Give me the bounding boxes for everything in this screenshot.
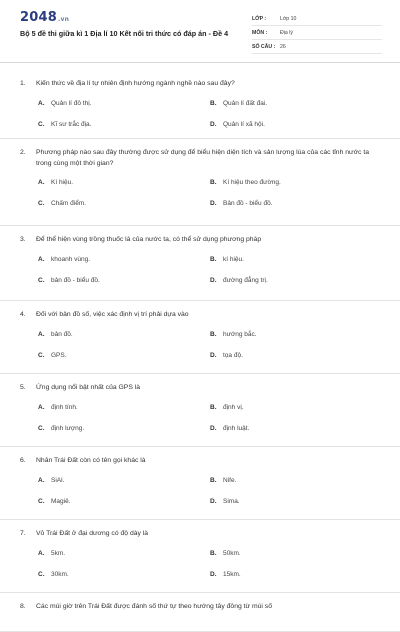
option-letter: B. (210, 179, 217, 186)
option-letter: D. (210, 121, 217, 128)
answer-option[interactable] (38, 324, 210, 345)
answer-option[interactable] (38, 564, 210, 585)
logo-main: 2048 (20, 10, 57, 25)
question-text: Nhân Trái Đất còn có tên gọi khác là (36, 457, 146, 464)
option-text: GPS. (51, 352, 67, 359)
option-letter: C. (38, 200, 45, 207)
answer-option[interactable] (210, 93, 382, 114)
option-text: định lượng. (51, 425, 85, 432)
question-item (0, 520, 400, 593)
question-item (0, 139, 400, 226)
option-text: 15km. (223, 571, 241, 578)
meta-key: LỚP : (252, 15, 267, 22)
meta-key: MÔN : (252, 29, 268, 36)
option-letter: D. (210, 277, 217, 284)
option-letter: D. (210, 498, 217, 505)
option-letter: A. (38, 100, 45, 107)
option-letter: D. (210, 425, 217, 432)
question-number: 1. (20, 80, 26, 87)
answer-option[interactable] (210, 249, 382, 270)
question-number: 8. (20, 603, 26, 610)
question-text: Để thể hiện vùng trồng thuốc lá của nước ta, có thể sử dụng phương pháp (36, 236, 262, 243)
option-letter: D. (210, 352, 217, 359)
option-text: Chấm điểm. (51, 200, 87, 207)
option-letter: B. (210, 100, 217, 107)
answer-option[interactable] (210, 543, 382, 564)
answer-option[interactable] (38, 470, 210, 491)
question-number: 4. (20, 311, 26, 318)
answer-option[interactable] (38, 418, 210, 439)
meta-value: Địa lý (280, 29, 293, 36)
question-item (0, 447, 400, 520)
question-text: Đối với bản đồ số, việc xác định vị trí phải dựa vào (36, 311, 189, 318)
meta-value: Lớp 10 (280, 15, 297, 22)
option-letter: A. (38, 404, 45, 411)
answer-option[interactable] (38, 193, 210, 214)
option-letter: B. (210, 256, 217, 263)
exam-meta (252, 12, 382, 54)
option-text: bản đồ - biểu đồ. (51, 277, 100, 284)
option-text: Sima. (223, 498, 240, 505)
answer-option[interactable] (210, 345, 382, 366)
answer-option[interactable] (210, 193, 382, 214)
answer-option[interactable] (38, 93, 210, 114)
option-text: định tính. (51, 404, 78, 411)
option-text: 50km. (223, 550, 241, 557)
question-text: Vỏ Trái Đất ở đại dương có độ dày là (36, 530, 149, 537)
option-text: định vị. (223, 404, 244, 411)
question-number: 3. (20, 236, 26, 243)
answer-option[interactable] (38, 270, 210, 291)
question-item (0, 70, 400, 139)
question-item (0, 593, 400, 632)
question-item (0, 374, 400, 447)
option-text: Quản lí đô thị. (51, 100, 92, 107)
meta-row-class (252, 12, 382, 26)
question-list (0, 70, 400, 632)
option-text: Quản lí đất đai. (223, 100, 268, 107)
option-letter: C. (38, 352, 45, 359)
option-letter: C. (38, 425, 45, 432)
meta-key: SỐ CÂU : (252, 43, 276, 50)
option-text: Kí hiệu theo đường. (223, 179, 281, 186)
option-text: kí hiệu. (223, 256, 244, 263)
answer-option[interactable] (210, 564, 382, 585)
option-letter: D. (210, 571, 217, 578)
option-text: SiAl. (51, 477, 65, 484)
answer-option[interactable] (38, 491, 210, 512)
answer-option[interactable] (210, 114, 382, 135)
question-item (0, 301, 400, 374)
logo-sub: .vn (57, 16, 70, 23)
question-text: Các múi giờ trên Trái Đất được đánh số thứ tự theo hướng tây đông từ múi số (36, 603, 272, 610)
question-text: Phương pháp nào sau đây thường được sử dụng để biểu hiện diện tích và sản lượng lúa của các tỉnh nước ta trong cùng một thời gian? (36, 149, 369, 167)
question-number: 7. (20, 530, 26, 537)
option-text: định luật. (223, 425, 250, 432)
answer-option[interactable] (210, 418, 382, 439)
option-text: Nife. (223, 477, 237, 484)
answer-option[interactable] (38, 397, 210, 418)
option-text: Bản đồ - biểu đồ. (223, 200, 273, 207)
option-letter: B. (210, 477, 217, 484)
option-letter: B. (210, 550, 217, 557)
option-letter: C. (38, 571, 45, 578)
answer-option[interactable] (210, 491, 382, 512)
option-letter: B. (210, 404, 217, 411)
question-number: 5. (20, 384, 26, 391)
option-letter: A. (38, 179, 45, 186)
answer-option[interactable] (38, 172, 210, 193)
answer-option[interactable] (38, 249, 210, 270)
option-text: bản đồ. (51, 331, 73, 338)
question-item (0, 226, 400, 301)
page-header (0, 0, 400, 63)
option-text: Quản lí xã hội. (223, 121, 265, 128)
answer-option[interactable] (210, 397, 382, 418)
question-text: Kiến thức về địa lí tự nhiên định hướng ngành nghề nào sau đây? (36, 80, 235, 87)
option-letter: A. (38, 256, 45, 263)
option-letter: A. (38, 550, 45, 557)
option-text: hướng bắc. (223, 331, 257, 338)
option-letter: C. (38, 121, 45, 128)
answer-option[interactable] (210, 270, 382, 291)
answer-option[interactable] (38, 543, 210, 564)
exam-title: Bộ 5 đề thi giữa kì 1 Địa lí 10 Kết nối tri thức có đáp án - Đề 4 (20, 29, 229, 38)
option-text: Kĩ sư trắc địa. (51, 121, 92, 128)
option-text: tọa độ. (223, 352, 243, 359)
site-logo[interactable] (20, 10, 69, 25)
answer-option[interactable] (210, 172, 382, 193)
meta-row-subject (252, 26, 382, 40)
option-letter: B. (210, 331, 217, 338)
answer-option[interactable] (38, 114, 210, 135)
question-number: 2. (20, 149, 26, 156)
option-text: 5km. (51, 550, 66, 557)
option-letter: C. (38, 277, 45, 284)
answer-option[interactable] (210, 470, 382, 491)
meta-value: 26 (280, 43, 286, 50)
option-letter: C. (38, 498, 45, 505)
option-text: 30km. (51, 571, 69, 578)
answer-option[interactable] (210, 324, 382, 345)
question-text: Ứng dụng nổi bật nhất của GPS là (36, 384, 141, 391)
answer-option[interactable] (38, 345, 210, 366)
option-letter: D. (210, 200, 217, 207)
option-text: Magiê. (51, 498, 71, 505)
option-text: khoanh vùng. (51, 256, 91, 263)
meta-row-count (252, 40, 382, 54)
option-letter: A. (38, 331, 45, 338)
option-letter: A. (38, 477, 45, 484)
option-text: Kí hiệu. (51, 179, 74, 186)
option-text: đường đẳng trị. (223, 277, 268, 284)
question-number: 6. (20, 457, 26, 464)
